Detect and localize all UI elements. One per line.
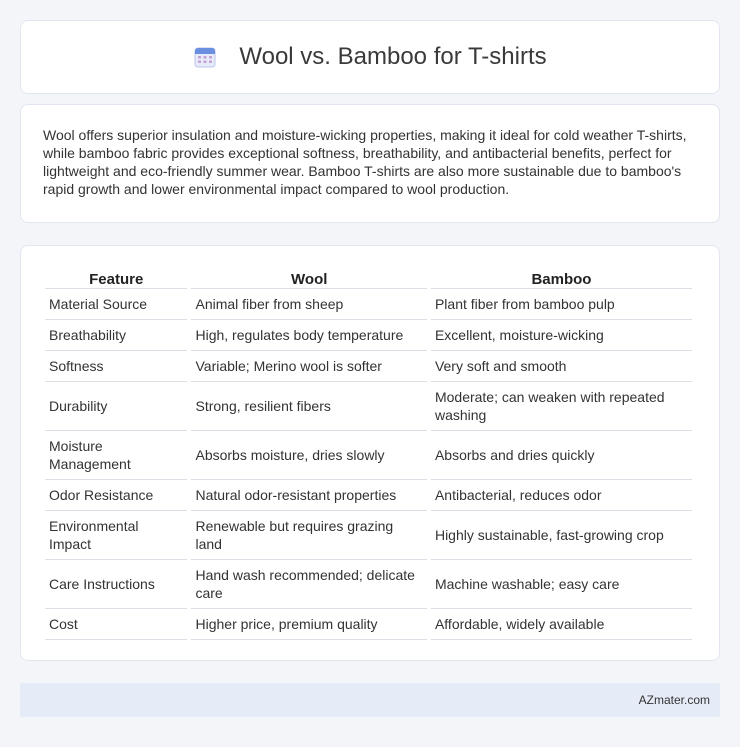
header-card — [20, 20, 720, 94]
table-row — [45, 480, 692, 511]
wool-cell: Animal fiber from sheep — [191, 289, 426, 320]
bamboo-cell: Plant fiber from bamboo pulp — [431, 289, 692, 320]
wool-cell: Renewable but requires grazing land — [191, 511, 426, 560]
title-wrap — [193, 43, 546, 71]
table-header-row — [45, 266, 692, 289]
header-feature: Feature — [45, 266, 187, 289]
intro-card — [20, 104, 720, 223]
table-row — [45, 382, 692, 431]
table-row — [45, 560, 692, 609]
bamboo-cell: Machine washable; easy care — [431, 560, 692, 609]
header-wool: Wool — [191, 266, 426, 289]
footer-bar — [20, 683, 720, 717]
feature-cell: Durability — [45, 382, 187, 431]
table-row — [45, 609, 692, 640]
feature-cell: Care Instructions — [45, 560, 187, 609]
wool-cell: Strong, resilient fibers — [191, 382, 426, 431]
calendar-icon — [193, 45, 217, 69]
feature-cell: Material Source — [45, 289, 187, 320]
footer-source-link[interactable]: AZmater.com — [638, 693, 710, 707]
bamboo-cell: Absorbs and dries quickly — [431, 431, 692, 480]
feature-cell: Environmental Impact — [45, 511, 187, 560]
bamboo-cell: Excellent, moisture-wicking — [431, 320, 692, 351]
bamboo-cell: Affordable, widely available — [431, 609, 692, 640]
comparison-table — [41, 266, 696, 640]
table-row — [45, 431, 692, 480]
wool-cell: Variable; Merino wool is softer — [191, 351, 426, 382]
wool-cell: Natural odor-resistant properties — [191, 480, 426, 511]
feature-cell: Odor Resistance — [45, 480, 187, 511]
page-title: Wool vs. Bamboo for T-shirts — [239, 43, 547, 70]
comparison-card — [20, 245, 720, 661]
bamboo-cell: Very soft and smooth — [431, 351, 692, 382]
feature-cell: Cost — [45, 609, 187, 640]
wool-cell: High, regulates body temperature — [191, 320, 426, 351]
feature-cell: Moisture Management — [45, 431, 187, 480]
wool-cell: Hand wash recommended; delicate care — [191, 560, 426, 609]
wool-cell: Higher price, premium quality — [191, 609, 426, 640]
table-row — [45, 351, 692, 382]
bamboo-cell: Moderate; can weaken with repeated washing — [431, 382, 692, 431]
bamboo-cell: Antibacterial, reduces odor — [431, 480, 692, 511]
table-row — [45, 289, 692, 320]
feature-cell: Softness — [45, 351, 187, 382]
bamboo-cell: Highly sustainable, fast-growing crop — [431, 511, 692, 560]
feature-cell: Breathability — [45, 320, 187, 351]
header-bamboo: Bamboo — [431, 266, 692, 289]
wool-cell: Absorbs moisture, dries slowly — [191, 431, 426, 480]
intro-text: Wool offers superior insulation and moisture-wicking properties, making it ideal for cold weather T-shirts, while bamboo fabric provides exceptional softness, breathability, and antibacterial benefits, perfect for lightweight and eco-friendly summer wear. Bamboo T-shirts are also more sustainable due to bamboo's rapid growth and lower environmental impact compared to wool production. — [43, 127, 687, 197]
table-row — [45, 511, 692, 560]
table-row — [45, 320, 692, 351]
